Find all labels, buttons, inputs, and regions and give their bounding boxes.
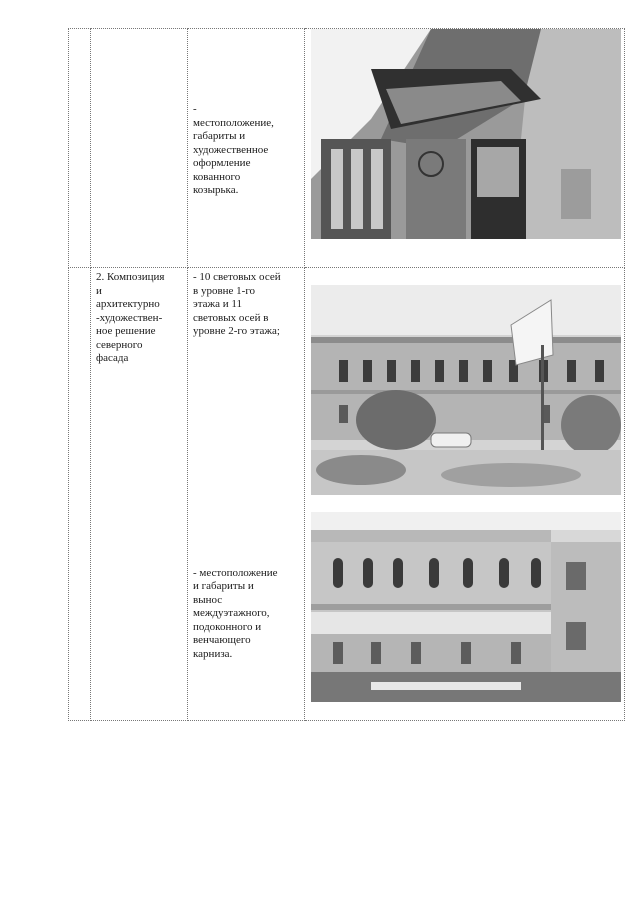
facade-cornices-photo (311, 512, 621, 702)
window-axes-description: - 10 световых осей в уровне 1-го этажа и 11 световых осей в уровне 2-го этажа; (193, 271, 281, 337)
element-name-cell (91, 29, 188, 268)
table-row (69, 268, 625, 721)
north-facade-photo (311, 285, 621, 495)
cornice-description: - местоположение и габариты и вынос междуэтажного, подоконного и венчающего карниза. (193, 566, 278, 660)
photo-cell (305, 268, 625, 721)
table-row (69, 29, 625, 268)
canopy-photo (311, 29, 621, 239)
description-cell (188, 29, 305, 268)
photo-cell (305, 29, 625, 268)
description-cell (188, 268, 305, 721)
row-number-cell (69, 268, 91, 721)
element-name-cell (91, 268, 188, 721)
facade-description-table (68, 28, 625, 721)
element-name: 2. Композиция и архитектурно -художествен- ное решение северного фасада (96, 271, 165, 364)
canopy-description: - местоположение, габариты и художественное оформление кованного козырька. (193, 103, 274, 196)
row-number-cell (69, 29, 91, 268)
